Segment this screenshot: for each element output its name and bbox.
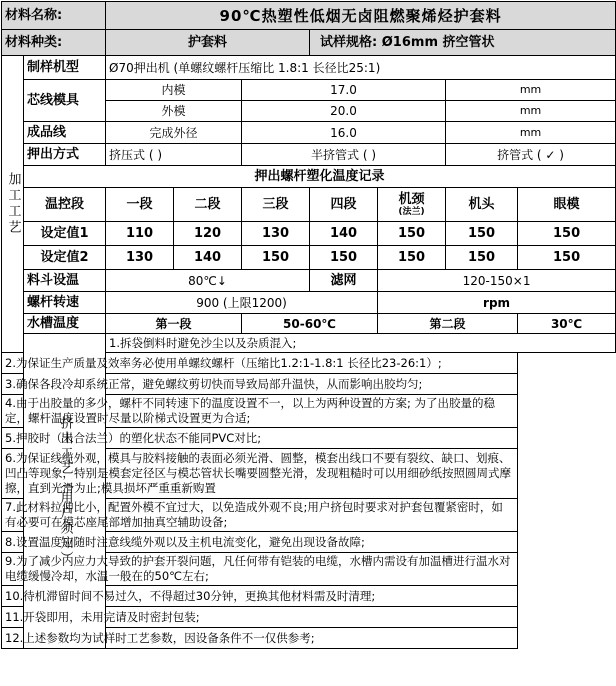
note-row xyxy=(2,553,616,586)
temp-col-label: 温控段 xyxy=(24,188,106,222)
material-name-label: 材料名称: xyxy=(2,2,106,30)
note-item: 9.为了减少内应力大导致的护套开裂问题，凡任何带有铠装的电缆，水槽内需设有加温槽进行温水对电缆缓慢冷却，水温一般在的50℃左右; xyxy=(2,553,518,586)
set2-value: 140 xyxy=(174,246,242,270)
product-label: 成品线 xyxy=(24,122,106,144)
set2-value: 150 xyxy=(242,246,310,270)
note-row xyxy=(2,395,616,428)
note-item: 2.为保证生产质量及效率务必使用单螺纹螺杆（压缩比1.2:1-1.8:1 长径比23-26:1）; xyxy=(2,353,518,374)
note-item: 6.为保证线缆外观，模具与胶料接触的表面必须光滑、圆整，模套出线口不要有裂纹、缺口、划痕、凹凸等现象，特别是模套定径区与模芯管状长嘴要圆整光滑，发现粗糙时可以用细砂纸按照圆周式摩擦，直到光滑为止;模具损坏严重重新购置 xyxy=(2,449,518,499)
set1-value: 140 xyxy=(310,222,378,246)
temp-col-neck xyxy=(378,188,446,222)
temp-col: 机头 xyxy=(446,188,518,222)
note-row xyxy=(2,428,616,449)
core-die-label: 芯线模具 xyxy=(24,80,106,122)
note-item: 12.上述参数均为试样时工艺参数，因设备条件不一仅供参考; xyxy=(2,628,518,649)
temp-col: 四段 xyxy=(310,188,378,222)
material-type: 护套料 xyxy=(106,30,310,56)
screw-row xyxy=(2,292,616,314)
hopper-label: 料斗设温 xyxy=(24,270,106,292)
set2-value: 150 xyxy=(378,246,446,270)
finished-od-value: 16.0 xyxy=(242,122,446,144)
hopper-value: 80℃↓ xyxy=(106,270,310,292)
water-row xyxy=(2,314,616,334)
note-item: 8.设置温度应随时注意线缆外观以及主机电流变化，避免出现设备故障; xyxy=(2,532,518,553)
filter-label: 滤网 xyxy=(310,270,378,292)
screw-label: 螺杆转速 xyxy=(24,292,106,314)
note-row xyxy=(2,334,616,353)
set2-value: 150 xyxy=(446,246,518,270)
set2-value: 130 xyxy=(106,246,174,270)
temp-col: 一段 xyxy=(106,188,174,222)
screw-value: 900 (上限1200) xyxy=(106,292,378,314)
outer-die-label: 外模 xyxy=(106,101,242,122)
material-name: 90℃热塑性低烟无卤阻燃聚烯烃护套料 xyxy=(106,2,616,30)
process-section-label: 加工工艺 xyxy=(2,56,24,353)
water-stage2-value: 30℃ xyxy=(518,314,616,334)
note-row xyxy=(2,353,616,374)
set1-value: 150 xyxy=(518,222,616,246)
note-item: 11.开袋即用，未用完请及时密封包装; xyxy=(2,607,518,628)
note-item: 3.确保各段冷却系统正常，避免螺纹剪切快而导致局部升温快，从而影响出胶均匀; xyxy=(2,374,518,395)
inner-die-value: 17.0 xyxy=(242,80,446,101)
inner-die-label: 内模 xyxy=(106,80,242,101)
temp-header-row xyxy=(2,188,616,222)
finished-od-row xyxy=(2,122,616,144)
material-name-row xyxy=(2,2,616,30)
extrude-opt1: 挤压式 ( ) xyxy=(106,144,242,166)
inner-die-row xyxy=(2,80,616,101)
temp-col-neck-note: (法兰) xyxy=(398,206,425,217)
set2-value: 150 xyxy=(518,246,616,270)
temp-col-neck-label: 机颈 xyxy=(398,191,425,207)
extrude-opt3: 挤管式 ( ✓ ) xyxy=(446,144,616,166)
spec-label: 试样规格: xyxy=(320,34,378,50)
set2-row xyxy=(2,246,616,270)
note-item: 5.押胶时（未合法兰）的塑化状态不能同PVC对比; xyxy=(2,428,518,449)
spec-value: Ø16mm 挤空管状 xyxy=(381,34,495,50)
note-row xyxy=(2,628,616,649)
note-item: 7.此材料拉伸比小，配置外模不宜过大，以免造成外观不良;用户挤包时要求对护套包覆紧密时，如有必要可在模芯座尾部增加抽真空辅助设备; xyxy=(2,499,518,532)
notes-section-label: 挤出工艺（用户须知） xyxy=(24,334,106,649)
note-row xyxy=(2,532,616,553)
machine-label: 制样机型 xyxy=(24,56,106,80)
note-row xyxy=(2,607,616,628)
temp-col: 眼模 xyxy=(518,188,616,222)
water-label: 水槽温度 xyxy=(24,314,106,334)
outer-die-unit: mm xyxy=(446,101,616,122)
screw-unit: rpm xyxy=(378,292,616,314)
temp-title: 押出螺杆塑化温度记录 xyxy=(24,166,616,188)
spec-cell xyxy=(310,30,616,56)
set1-value: 150 xyxy=(378,222,446,246)
set1-value: 150 xyxy=(446,222,518,246)
note-row xyxy=(2,374,616,395)
material-type-row xyxy=(2,30,616,56)
note-row xyxy=(2,449,616,499)
process-sheet xyxy=(1,1,616,649)
extrude-label: 押出方式 xyxy=(24,144,106,166)
set1-row xyxy=(2,222,616,246)
material-type-label: 材料种类: xyxy=(2,30,106,56)
water-stage1: 第一段 xyxy=(106,314,242,334)
finished-od-unit: mm xyxy=(446,122,616,144)
water-stage2: 第二段 xyxy=(378,314,518,334)
extrude-opt2: 半挤管式 ( ) xyxy=(242,144,446,166)
set1-value: 120 xyxy=(174,222,242,246)
set1-label: 设定值1 xyxy=(24,222,106,246)
water-stage1-value: 50-60℃ xyxy=(242,314,378,334)
machine-value: Ø70押出机 (单螺纹螺杆压缩比 1.8:1 长径比25:1) xyxy=(106,56,616,80)
temp-col: 三段 xyxy=(242,188,310,222)
finished-od-label: 完成外径 xyxy=(106,122,242,144)
extrude-row xyxy=(2,144,616,166)
temp-col: 二段 xyxy=(174,188,242,222)
filter-value: 120-150×1 xyxy=(378,270,616,292)
set1-value: 130 xyxy=(242,222,310,246)
inner-die-unit: mm xyxy=(446,80,616,101)
note-row xyxy=(2,586,616,607)
note-item: 4.由于出胶量的多少，螺杆不同转速下的温度设置不一，以上为两种设置的方案; 为了出胶量的稳定，螺杆温度设置时尽量以阶梯式设置更为合适; xyxy=(2,395,518,428)
note-row xyxy=(2,499,616,532)
temp-title-row xyxy=(2,166,616,188)
set1-value: 110 xyxy=(106,222,174,246)
hopper-row xyxy=(2,270,616,292)
note-item: 10.待机滞留时间不易过久，不得超过30分钟，更换其他材料需及时清理; xyxy=(2,586,518,607)
outer-die-value: 20.0 xyxy=(242,101,446,122)
set2-value: 150 xyxy=(310,246,378,270)
note-item: 1.拆袋倒料时避免沙尘以及杂质混入; xyxy=(106,334,616,353)
set2-label: 设定值2 xyxy=(24,246,106,270)
machine-row xyxy=(2,56,616,80)
